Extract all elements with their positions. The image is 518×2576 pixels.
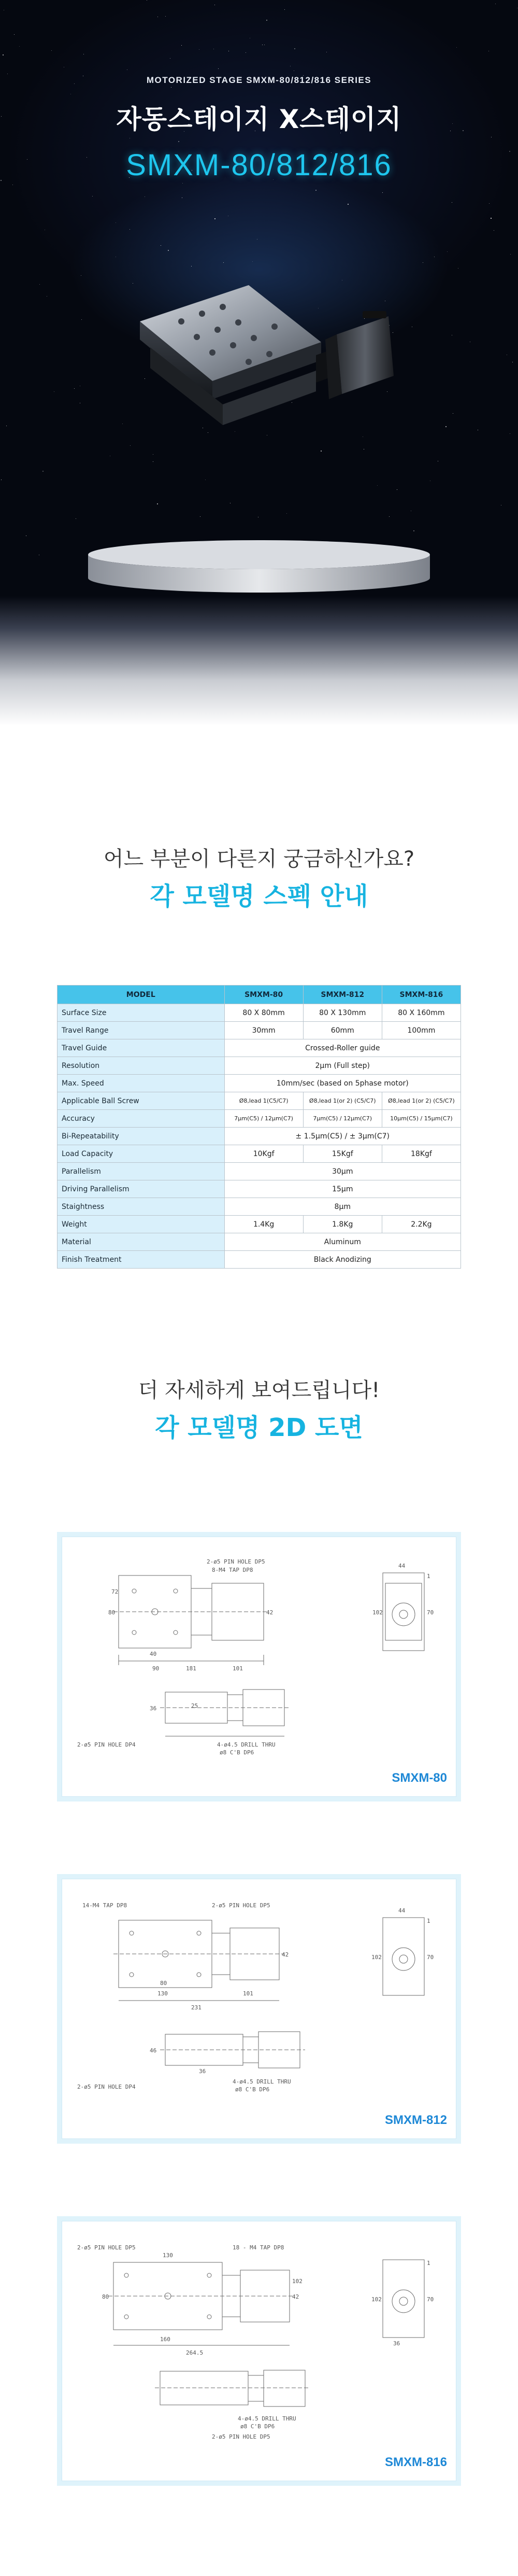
dim-4: 231 [191, 2004, 202, 2011]
star [3, 54, 4, 55]
hero-ground [0, 596, 518, 726]
spec-row [57, 1039, 461, 1057]
drawing-card-smxm-816 [57, 2216, 461, 2486]
star [445, 426, 447, 427]
dim-3: 42 [282, 1951, 289, 1958]
drawing-card-smxm-80 [57, 1532, 461, 1801]
spec-row-value: 18Kgf [382, 1145, 461, 1163]
dim-9: 102 [372, 1609, 383, 1616]
note-5: ø8 C'B DP6 [235, 2086, 270, 2093]
star [348, 204, 349, 205]
spec-row-value: Ø8,lead 1(or 2) (C5/C7) [382, 1092, 461, 1110]
note-1: 2-ø5 PIN HOLE DP5 [77, 2244, 136, 2251]
spec-row-value: 10Kgf [224, 1145, 303, 1163]
dim-4: 264.5 [186, 2349, 204, 2356]
spec-row-value: 15μm [224, 1180, 461, 1198]
spec-row [57, 1163, 461, 1180]
drawing-smxm-816 [62, 2221, 456, 2481]
spec-row-value: 7μm(C5) / 12μm(C7) [303, 1110, 382, 1128]
spec-row-value: 1.8Kg [303, 1216, 382, 1233]
spec-row-label: Bi-Repeatability [57, 1128, 225, 1145]
spec-row-value: 30mm [224, 1022, 303, 1039]
spec-row-value: 80 X 130mm [303, 1004, 382, 1022]
spec-heading: 각 모델명 스펙 안내 [150, 882, 368, 911]
spec-row [57, 1216, 461, 1233]
drawing-question: 더 자세하게 보여드립니다! [138, 1378, 380, 1402]
spec-row [57, 1110, 461, 1128]
dim-7: 101 [233, 1665, 243, 1672]
star [218, 68, 219, 69]
spec-row-value: 10mm/sec (based on 5phase motor) [224, 1075, 461, 1092]
dim-11: 1 [427, 1918, 430, 1924]
star [456, 47, 457, 48]
star [165, 16, 166, 17]
spec-row [57, 1022, 461, 1039]
drawing-label-smxm-816: SMXM-816 [384, 2455, 447, 2469]
dim-5: 102 [292, 2278, 303, 2285]
dim-6: 181 [186, 1665, 196, 1672]
dim-2: 72 [111, 1588, 119, 1595]
hero-series-text: MOTORIZED STAGE SMXM-80/812/816 SERIES [146, 75, 372, 85]
pedestal [78, 539, 440, 596]
star [14, 34, 15, 35]
spec-row-value: 2μm (Full step) [224, 1057, 461, 1075]
spec-table [57, 985, 461, 1269]
dim-3: 160 [160, 2336, 170, 2343]
spec-row-value: 30μm [224, 1163, 461, 1180]
dim-12: 70 [427, 1609, 434, 1616]
spec-row-label: Weight [57, 1216, 225, 1233]
spec-row-value: 2.2Kg [382, 1216, 461, 1233]
spec-row-value: 15Kgf [303, 1145, 382, 1163]
spec-row-label: Accuracy [57, 1110, 225, 1128]
dim-4: 42 [266, 1609, 274, 1616]
spec-row-value: 100mm [382, 1022, 461, 1039]
drawing-label-smxm-80: SMXM-80 [392, 1771, 447, 1785]
star [178, 141, 179, 142]
note-2: 8-M4 TAP DP8 [212, 1567, 253, 1573]
dim-3: 40 [150, 1651, 157, 1657]
motorized-stage-image [119, 244, 409, 534]
drawing-smxm-812 [62, 1879, 456, 2139]
dim-6: 44 [398, 1907, 406, 1914]
spec-row [57, 1233, 461, 1251]
dim-1: 80 [108, 1609, 116, 1616]
note-2: 18 - M4 TAP DP8 [233, 2244, 284, 2251]
dim-10: 70 [427, 1954, 434, 1961]
star [491, 218, 492, 219]
dim-6: 42 [292, 2293, 299, 2300]
spec-row-value: 8μm [224, 1198, 461, 1216]
spec-table-body [57, 1004, 461, 1269]
dim-11: 36 [150, 1705, 157, 1712]
dim-2: 130 [157, 1990, 168, 1997]
spec-row [57, 1128, 461, 1145]
dim-1: 80 [160, 1980, 167, 1987]
star [182, 183, 183, 184]
dim-8: 36 [393, 2340, 400, 2347]
star [181, 45, 182, 46]
star [447, 251, 448, 252]
star [315, 190, 316, 191]
spec-row [57, 1075, 461, 1092]
note-1: 2-ø5 PIN HOLE DP5 [207, 1558, 265, 1565]
spec-row-value: Aluminum [224, 1233, 461, 1251]
drawing-heading: 각 모델명 2D 도면 [155, 1413, 363, 1442]
dim-10: 25 [191, 1702, 198, 1709]
star [382, 192, 383, 193]
spec-row-label: Travel Guide [57, 1039, 225, 1057]
header-smxm-80: SMXM-80 [224, 986, 303, 1004]
spec-row-value: 1.4Kg [224, 1216, 303, 1233]
hero-title: 자동스테이지 X스테이지 [116, 104, 402, 134]
spec-row [57, 1092, 461, 1110]
star [39, 284, 40, 285]
spec-row-value: 80 X 80mm [224, 1004, 303, 1022]
star [413, 530, 414, 531]
star [51, 50, 52, 51]
drawing-label-smxm-812: SMXM-812 [384, 2113, 447, 2127]
dim-9: 70 [427, 2296, 434, 2303]
dim-5: 101 [243, 1990, 253, 1997]
note-4: 4-ø4.5 DRILL THRU [233, 2078, 291, 2085]
note-3: 4-ø4.5 DRILL THRU [238, 2415, 296, 2422]
dim-2: 80 [102, 2293, 109, 2300]
spec-row-label: Parallelism [57, 1163, 225, 1180]
spec-row [57, 1145, 461, 1163]
spec-row-value: Crossed-Roller guide [224, 1039, 461, 1057]
star [266, 20, 267, 21]
dim-7: 102 [371, 2296, 382, 2303]
star [74, 388, 75, 389]
spec-row-value: Ø8,lead 1(or 2) (C5/C7) [303, 1092, 382, 1110]
drawing-smxm-80 [62, 1537, 456, 1797]
spec-row-label: Surface Size [57, 1004, 225, 1022]
header-smxm-812: SMXM-812 [303, 986, 382, 1004]
note-1: 14-M4 TAP DP8 [82, 1902, 127, 1909]
spec-row-label: Load Capacity [57, 1145, 225, 1163]
hero-model-names: SMXM-80/812/816 [126, 148, 392, 182]
note-4: 4-ø4.5 DRILL THRU [217, 1741, 276, 1748]
spec-row-label: Driving Parallelism [57, 1180, 225, 1198]
star [214, 218, 215, 219]
spec-row [57, 1180, 461, 1198]
note-5: 2-ø5 PIN HOLE DP5 [212, 2433, 270, 2440]
star [42, 471, 44, 472]
spec-row-label: Finish Treatment [57, 1251, 225, 1269]
spec-question: 어느 부분이 다른지 궁금하신가요? [103, 847, 415, 871]
spec-row-label: Material [57, 1233, 225, 1251]
spec-row-label: Staightness [57, 1198, 225, 1216]
star [294, 48, 295, 49]
spec-row-value: Black Anodizing [224, 1251, 461, 1269]
hero-banner [0, 0, 518, 726]
spec-row-value: 10μm(C5) / 15μm(C7) [382, 1110, 461, 1128]
note-3: 2-ø5 PIN HOLE DP4 [77, 1741, 136, 1748]
dim-10: 1 [427, 2260, 430, 2267]
spec-row-value: 7μm(C5) / 12μm(C7) [224, 1110, 303, 1128]
drawing-card-smxm-812 [57, 1874, 461, 2144]
dim-1: 130 [163, 2252, 173, 2259]
dim-8: 46 [150, 2047, 157, 2054]
spec-row-value: Ø8,lead 1(C5/C7) [224, 1092, 303, 1110]
spec-row-value: 80 X 160mm [382, 1004, 461, 1022]
dim-9: 36 [199, 2068, 206, 2075]
header-model: MODEL [57, 986, 225, 1004]
spec-row [57, 1057, 461, 1075]
dim-13: 1 [427, 1573, 430, 1580]
note-4: ø8 C'B DP6 [240, 2423, 275, 2430]
dim-5: 90 [152, 1665, 160, 1672]
spec-row-label: Max. Speed [57, 1075, 225, 1092]
spec-row [57, 1251, 461, 1269]
star [489, 203, 490, 204]
dim-7: 102 [371, 1954, 382, 1961]
star [510, 254, 511, 255]
star [284, 9, 285, 10]
spec-row [57, 1198, 461, 1216]
spec-row-label: Applicable Ball Screw [57, 1092, 225, 1110]
dim-8: 44 [398, 1563, 406, 1569]
header-smxm-816: SMXM-816 [382, 986, 461, 1004]
note-3: 2-ø5 PIN HOLE DP4 [77, 2084, 136, 2090]
note-5: ø8 C'B DP6 [220, 1749, 254, 1756]
spec-row-value: 60mm [303, 1022, 382, 1039]
spec-table-header [57, 986, 461, 1004]
star [19, 46, 20, 47]
spec-row-label: Resolution [57, 1057, 225, 1075]
spec-row [57, 1004, 461, 1022]
star [81, 319, 82, 320]
spec-row-label: Travel Range [57, 1022, 225, 1039]
spec-row-value: ± 1.5μm(C5) / ± 3μm(C7) [224, 1128, 461, 1145]
note-2: 2-ø5 PIN HOLE DP5 [212, 1902, 270, 1909]
